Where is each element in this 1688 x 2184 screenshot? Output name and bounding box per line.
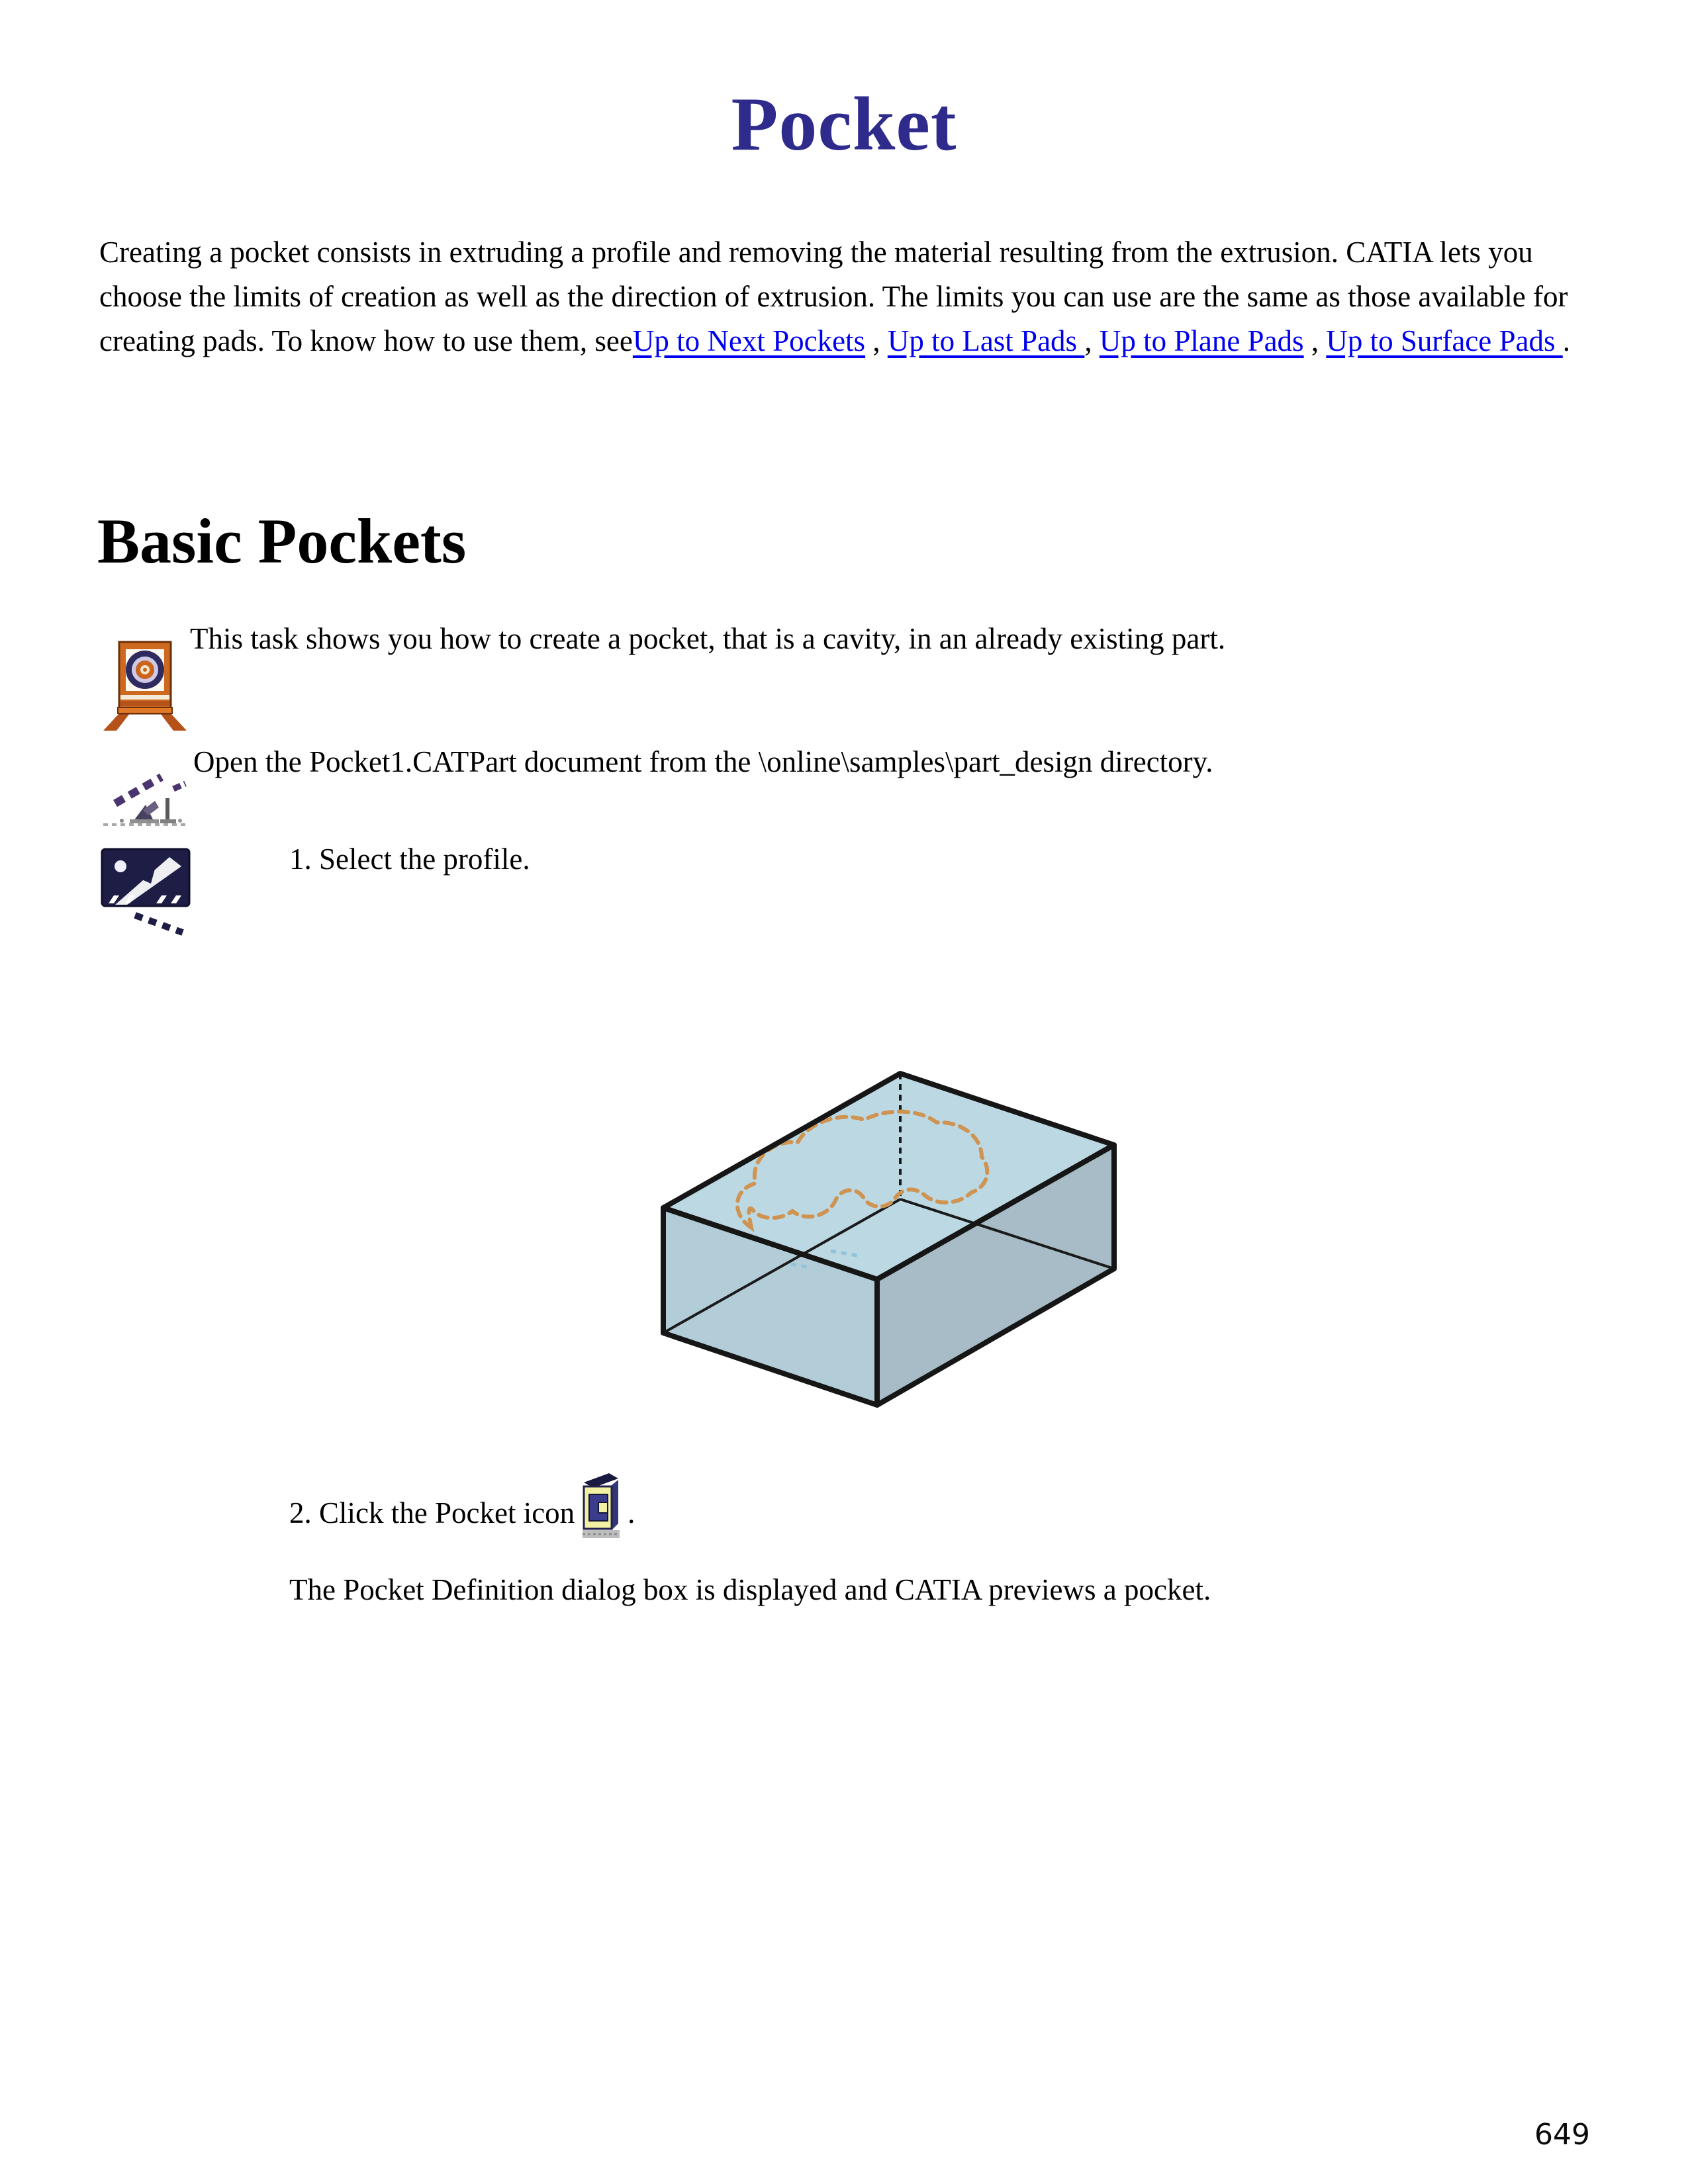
step-2-row xyxy=(289,1472,635,1538)
pocket-icon xyxy=(583,1472,620,1538)
pocket-icon-graphic xyxy=(583,1472,620,1538)
link-up-to-surface-pads[interactable]: Up to Surface Pads xyxy=(1326,324,1563,357)
step-2-text: 2. Click the Pocket icon xyxy=(289,1496,575,1529)
step-1-text: 1. Select the profile. xyxy=(289,842,530,876)
target-icon xyxy=(99,639,191,732)
link-up-to-last-pads[interactable]: Up to Last Pads xyxy=(887,324,1085,357)
page-number: 649 xyxy=(1534,2118,1590,2152)
film-clapper-icon-graphic xyxy=(101,848,193,944)
part-figure-graphic xyxy=(632,1032,1135,1424)
link-separator: . xyxy=(1562,324,1571,357)
link-up-to-next-pockets[interactable]: Up to Next Pockets xyxy=(632,324,866,357)
page-title: Pocket xyxy=(731,82,957,167)
task-note: This task shows you how to create a pocket, that is a cavity, in an already existing part. xyxy=(190,622,1226,655)
open-note: Open the Pocket1.CATPart document from the \online\samples\part_design directory. xyxy=(193,745,1213,778)
step-2-result: The Pocket Definition dialog box is displayed and CATIA previews a pocket. xyxy=(289,1573,1211,1606)
target-icon-graphic xyxy=(99,639,191,732)
film-clapper-icon xyxy=(101,848,193,944)
link-separator: , xyxy=(1084,324,1100,357)
intro-paragraph xyxy=(99,230,1618,363)
link-separator: , xyxy=(1303,324,1327,357)
intro-text: Creating a pocket consists in extruding a profile and removing the material resulting from the extrusion. CATIA lets you choose the limits of creation as well as the direction of extrusion. The limits you can use are the same as those available for creating pads. To know how to use them, see xyxy=(99,236,1568,357)
link-separator: , xyxy=(865,324,888,357)
step-2-period: . xyxy=(628,1496,635,1529)
pencil-sketch-icon-graphic xyxy=(99,760,192,839)
pencil-sketch-icon xyxy=(99,760,192,839)
section-heading: Basic Pockets xyxy=(97,506,467,576)
link-up-to-plane-pads[interactable]: Up to Plane Pads xyxy=(1099,324,1304,357)
part-figure xyxy=(632,1032,1135,1424)
